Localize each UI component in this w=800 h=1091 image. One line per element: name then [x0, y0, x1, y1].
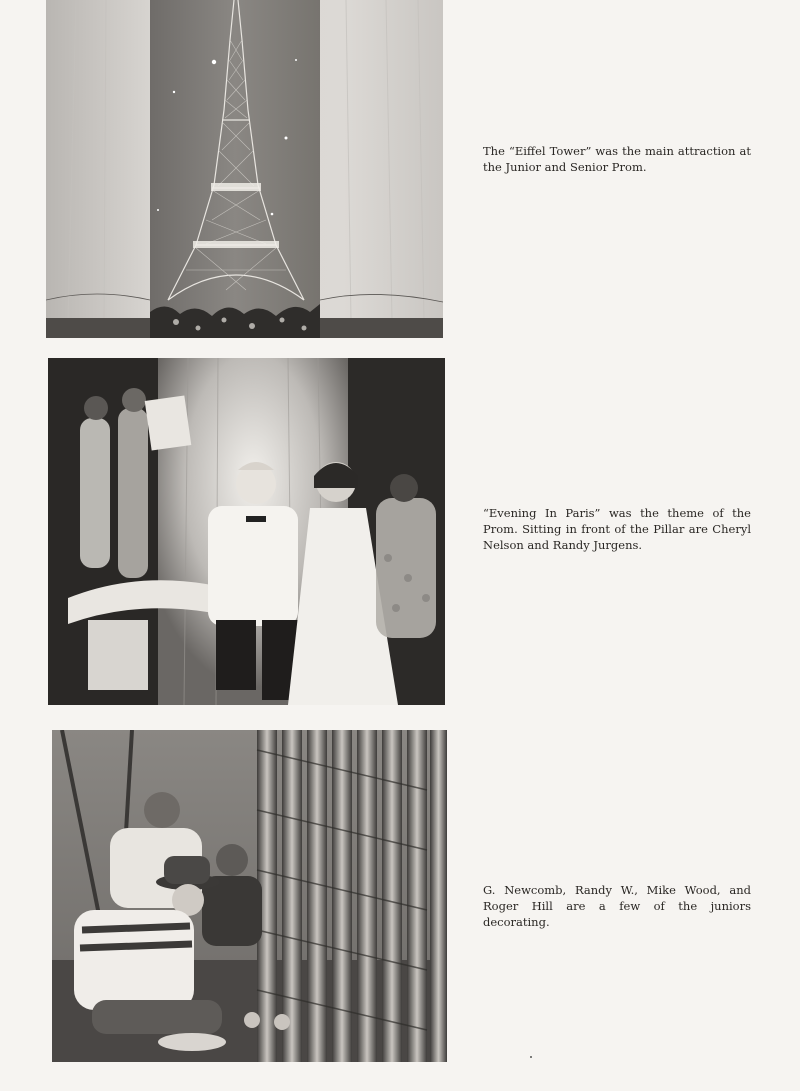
page-speck [530, 1056, 532, 1058]
eiffel-tower-caption: The “Eiffel Tower” was the main attraction at the Junior and Senior Prom. [483, 144, 751, 174]
eiffel-tower-illustration [46, 0, 443, 338]
juniors-decorating-caption: G. Newcomb, Randy W., Mike Wood, and Roger Hill are a few of the juniors decorating. [483, 883, 751, 929]
prom-couple-illustration [48, 358, 445, 705]
prom-couple-photo [48, 358, 445, 705]
evening-in-paris-caption: “Evening In Paris” was the theme of the Prom. Sitting in front of the Pillar are Cheryl Nelson and Randy Jurgens. [483, 506, 751, 552]
juniors-decorating-illustration [52, 730, 447, 1062]
eiffel-tower-photo [46, 0, 443, 338]
juniors-decorating-photo [52, 730, 447, 1062]
